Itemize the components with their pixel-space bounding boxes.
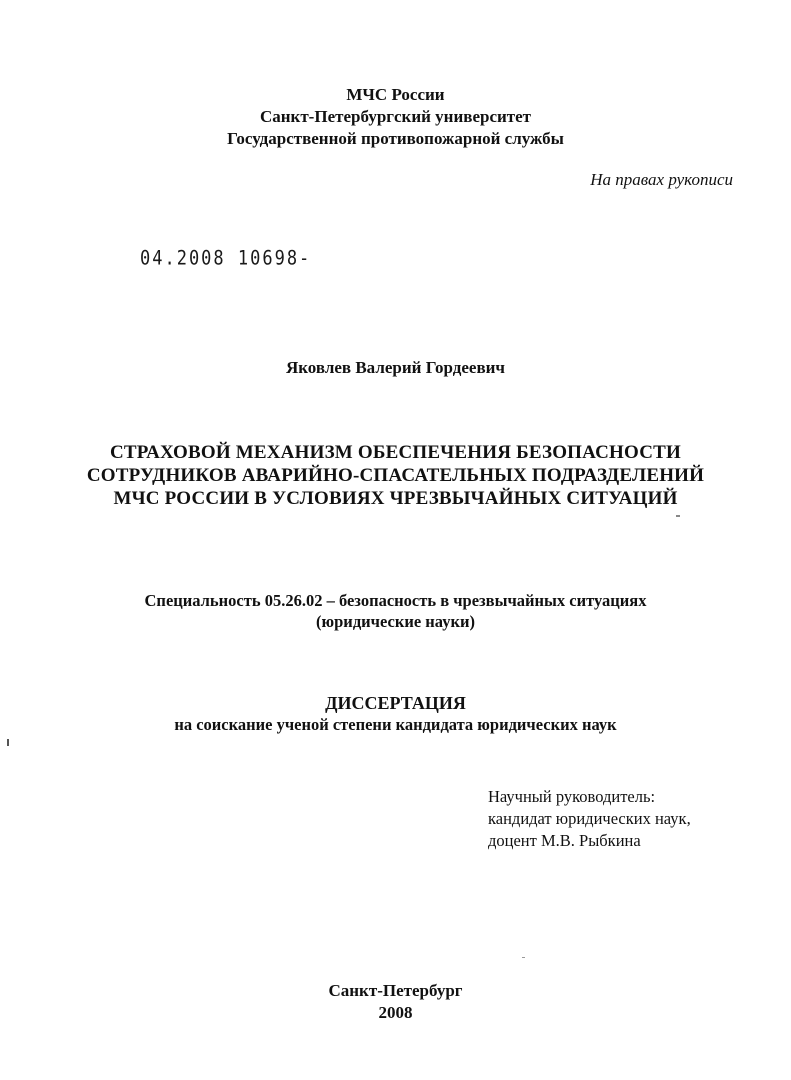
scan-artifact	[676, 515, 680, 517]
author-name: Яковлев Валерий Гордеевич	[285, 358, 506, 377]
supervisor-block	[488, 786, 691, 852]
footer-year: 2008	[378, 1003, 413, 1022]
supervisor-degree: кандидат юридических наук,	[488, 809, 691, 828]
specialty-line: Специальность 05.26.02 – безопасность в чрезвычайных ситуациях	[144, 591, 647, 610]
scan-artifact	[7, 739, 9, 746]
footer-city: Санкт-Петербург	[328, 981, 463, 1000]
dissertation-heading: ДИССЕРТАЦИЯ	[325, 693, 466, 713]
title-line: СТРАХОВОЙ МЕХАНИЗМ ОБЕСПЕЧЕНИЯ БЕЗОПАСНОСТИ	[109, 442, 682, 463]
footer-block	[0, 980, 791, 1024]
specialty-block	[0, 590, 791, 632]
specialty-field: (юридические науки)	[316, 612, 475, 631]
dissertation-subheading: на соискание ученой степени кандидата юридических наук	[174, 715, 617, 734]
dissertation-title	[0, 441, 791, 510]
service-name: Государственной противопожарной службы	[227, 129, 564, 148]
library-stamp: 04.2008 10698-	[140, 247, 312, 270]
ministry-name: МЧС России	[346, 85, 445, 104]
university-name: Санкт-Петербургский университет	[259, 107, 532, 126]
title-line: МЧС РОССИИ В УСЛОВИЯХ ЧРЕЗВЫЧАЙНЫХ СИТУАЦИЙ	[113, 488, 678, 509]
title-line: СОТРУДНИКОВ АВАРИЙНО-СПАСАТЕЛЬНЫХ ПОДРАЗДЕЛЕНИЙ	[86, 465, 705, 486]
scan-artifact	[522, 957, 525, 958]
supervisor-name: доцент М.В. Рыбкина	[488, 831, 641, 850]
organization-header	[0, 84, 791, 150]
supervisor-label: Научный руководитель:	[488, 787, 656, 806]
manuscript-note: На правах рукописи	[590, 170, 733, 189]
